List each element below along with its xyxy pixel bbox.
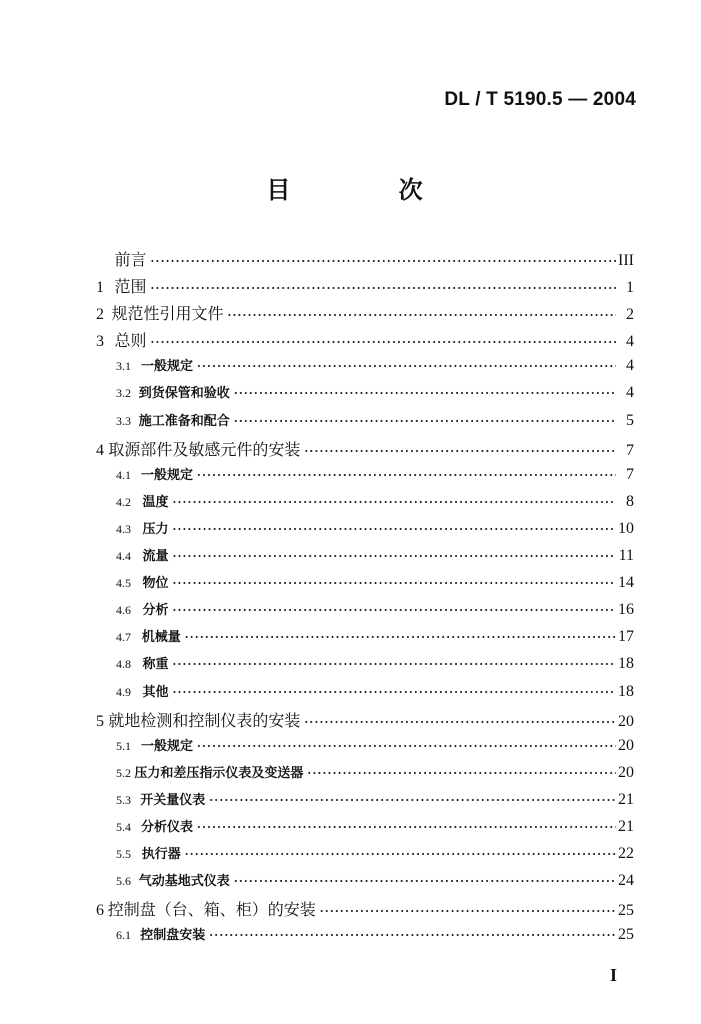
document-code: DL / T 5190.5 — 2004 bbox=[444, 89, 636, 110]
toc-entry-title: 温度 bbox=[142, 494, 169, 510]
toc-entry[interactable] bbox=[96, 328, 634, 355]
toc-entry-page: 25 bbox=[618, 902, 634, 920]
toc-entry-page: 7 bbox=[626, 465, 634, 483]
toc-leader-dots bbox=[151, 282, 616, 295]
toc-entry[interactable] bbox=[96, 274, 634, 301]
toc-leader-dots bbox=[185, 631, 616, 644]
toc-entry-number: 5.5 bbox=[116, 847, 131, 862]
toc-leader-dots bbox=[172, 550, 616, 563]
toc-entry-title: 施工准备和配合 bbox=[138, 413, 230, 429]
toc-leader-dots bbox=[197, 821, 616, 834]
toc-entry-title: 前言 bbox=[114, 250, 147, 269]
toc-entry[interactable] bbox=[96, 410, 634, 437]
toc-entry-number: 1 bbox=[96, 279, 104, 297]
toc-entry-page: 20 bbox=[618, 763, 634, 781]
toc-leader-dots bbox=[234, 387, 616, 400]
toc-entry-title: 控制盘（台、箱、柜）的安装 bbox=[107, 900, 316, 920]
toc-entry-page: 11 bbox=[618, 547, 634, 565]
toc-entry[interactable] bbox=[96, 464, 634, 491]
toc-entry-title: 压力 bbox=[142, 521, 169, 537]
toc-entry[interactable] bbox=[96, 816, 634, 843]
toc-entry-page: 25 bbox=[618, 926, 634, 944]
toc-entry-number: 5.1 bbox=[116, 738, 131, 753]
toc-entry-title: 取源部件及敏感元件的安装 bbox=[108, 439, 301, 459]
toc-leader-dots bbox=[197, 469, 616, 482]
toc-entry[interactable] bbox=[96, 843, 634, 870]
toc-entry-page: 21 bbox=[618, 790, 634, 808]
toc-leader-dots bbox=[304, 445, 616, 458]
toc-entry[interactable] bbox=[96, 870, 634, 897]
toc-entry[interactable] bbox=[96, 572, 634, 599]
toc-entry[interactable] bbox=[96, 626, 634, 653]
toc-entry[interactable] bbox=[96, 301, 634, 328]
toc-entry-page: 8 bbox=[626, 492, 634, 510]
toc-entry-title: 物位 bbox=[142, 576, 169, 592]
toc-entry-page: 20 bbox=[618, 712, 634, 730]
toc-entry[interactable] bbox=[96, 355, 634, 382]
page-number: I bbox=[609, 965, 617, 985]
toc-entry-number: 3.1 bbox=[116, 359, 131, 374]
toc-entry-title: 规范性引用文件 bbox=[111, 304, 224, 324]
toc-leader-dots bbox=[234, 415, 616, 428]
toc-leader-dots bbox=[304, 716, 616, 729]
page-title: 目 次 bbox=[266, 175, 473, 204]
toc-entry-number: 4 bbox=[96, 441, 104, 459]
toc-entry-number: 4.6 bbox=[116, 603, 131, 618]
toc-entry[interactable] bbox=[96, 789, 634, 816]
toc-leader-dots bbox=[172, 604, 616, 617]
toc-entry-number: 5.2 bbox=[116, 765, 131, 780]
toc-leader-dots bbox=[320, 905, 616, 918]
toc-leader-dots bbox=[172, 577, 616, 590]
toc-entry-number: 4.7 bbox=[116, 630, 131, 645]
toc-entry-number: 5 bbox=[96, 712, 104, 730]
toc-entry-page: 7 bbox=[626, 441, 634, 459]
toc-entry[interactable] bbox=[96, 897, 634, 924]
toc-entry-title: 范围 bbox=[114, 277, 147, 297]
toc-entry-title: 开关量仪表 bbox=[140, 792, 206, 808]
toc-entry[interactable] bbox=[96, 762, 634, 789]
toc-entry-page: 2 bbox=[626, 306, 634, 324]
toc-entry-number: 5.6 bbox=[116, 874, 131, 889]
toc-entry[interactable] bbox=[96, 653, 634, 680]
toc-entry-title: 执行器 bbox=[141, 847, 181, 863]
toc-entry-number: 3.3 bbox=[116, 413, 131, 428]
toc-entry-title: 到货保管和验收 bbox=[138, 386, 230, 402]
toc-entry[interactable] bbox=[96, 735, 634, 762]
toc-entry-number: 4.2 bbox=[116, 494, 131, 509]
toc-entry-number: 6.1 bbox=[116, 928, 131, 943]
toc-leader-dots bbox=[197, 740, 616, 753]
toc-entry-page: 22 bbox=[618, 845, 634, 863]
toc-entry[interactable] bbox=[96, 382, 634, 409]
toc-entry-number: 5.3 bbox=[116, 792, 131, 807]
table-of-contents bbox=[96, 247, 634, 951]
toc-entry-page: 16 bbox=[618, 601, 634, 619]
toc-entry-page: 18 bbox=[618, 655, 634, 673]
toc-entry-page: 4 bbox=[626, 357, 634, 375]
toc-leader-dots bbox=[172, 658, 616, 671]
toc-entry-number: 3 bbox=[96, 333, 104, 351]
toc-entry-page: 5 bbox=[626, 411, 634, 429]
toc-entry-page: 14 bbox=[618, 574, 634, 592]
toc-entry-number: 6 bbox=[96, 902, 104, 920]
toc-entry-page: 10 bbox=[618, 519, 634, 537]
toc-entry-title: 一般规定 bbox=[140, 738, 193, 754]
toc-entry-title: 就地检测和控制仪表的安装 bbox=[108, 710, 301, 730]
toc-entry[interactable] bbox=[96, 518, 634, 545]
toc-entry-page: 21 bbox=[618, 817, 634, 835]
toc-entry-number: 4.3 bbox=[116, 521, 131, 536]
toc-entry[interactable] bbox=[96, 681, 634, 708]
toc-leader-dots bbox=[227, 309, 616, 322]
toc-leader-dots bbox=[185, 848, 616, 861]
toc-entry-number: 2 bbox=[96, 306, 104, 324]
toc-leader-dots bbox=[172, 523, 616, 536]
toc-leader-dots bbox=[209, 794, 616, 807]
toc-entry-title: 控制盘安装 bbox=[140, 928, 206, 944]
toc-entry-title: 气动基地式仪表 bbox=[138, 874, 230, 890]
toc-entry-title: 一般规定 bbox=[140, 467, 193, 483]
toc-entry[interactable] bbox=[96, 708, 634, 735]
toc-leader-dots bbox=[197, 360, 616, 373]
toc-entry-title: 流量 bbox=[142, 549, 169, 565]
toc-entry-title: 分析仪表 bbox=[140, 819, 193, 835]
toc-entry-title: 压力和差压指示仪表及变送器 bbox=[134, 765, 304, 781]
toc-leader-dots bbox=[307, 767, 616, 780]
toc-leader-dots bbox=[172, 496, 616, 509]
toc-entry-page: III bbox=[618, 252, 634, 269]
toc-entry[interactable] bbox=[96, 491, 634, 518]
toc-entry-number: 4.1 bbox=[116, 467, 131, 482]
toc-leader-dots bbox=[151, 336, 616, 349]
toc-leader-dots bbox=[209, 929, 616, 942]
toc-entry-page: 1 bbox=[626, 279, 634, 297]
toc-entry-number: 4.4 bbox=[116, 549, 131, 564]
toc-entry-title: 总则 bbox=[114, 331, 147, 351]
toc-entry[interactable] bbox=[96, 247, 634, 274]
toc-entry-page: 24 bbox=[618, 872, 634, 890]
toc-entry-number: 4.9 bbox=[116, 684, 131, 699]
toc-entry[interactable] bbox=[96, 437, 634, 464]
toc-entry-title: 其他 bbox=[142, 684, 169, 700]
toc-entry-title: 称重 bbox=[142, 657, 169, 673]
toc-entry-title: 分析 bbox=[142, 603, 169, 619]
toc-leader-dots bbox=[151, 255, 616, 268]
toc-leader-dots bbox=[172, 686, 616, 699]
toc-entry-page: 17 bbox=[618, 628, 634, 646]
toc-entry-number: 3.2 bbox=[116, 386, 131, 401]
toc-entry-page: 18 bbox=[618, 682, 634, 700]
toc-leader-dots bbox=[234, 875, 616, 888]
toc-entry[interactable] bbox=[96, 599, 634, 626]
toc-entry-title: 一般规定 bbox=[140, 359, 193, 375]
toc-entry[interactable] bbox=[96, 545, 634, 572]
toc-entry-number: 4.8 bbox=[116, 657, 131, 672]
toc-entry-number: 4.5 bbox=[116, 576, 131, 591]
toc-entry-page: 4 bbox=[626, 333, 634, 351]
toc-entry[interactable] bbox=[96, 924, 634, 951]
toc-entry-number: 5.4 bbox=[116, 819, 131, 834]
toc-entry-title: 机械量 bbox=[141, 630, 181, 646]
toc-entry-page: 20 bbox=[618, 736, 634, 754]
toc-entry-page: 4 bbox=[626, 384, 634, 402]
